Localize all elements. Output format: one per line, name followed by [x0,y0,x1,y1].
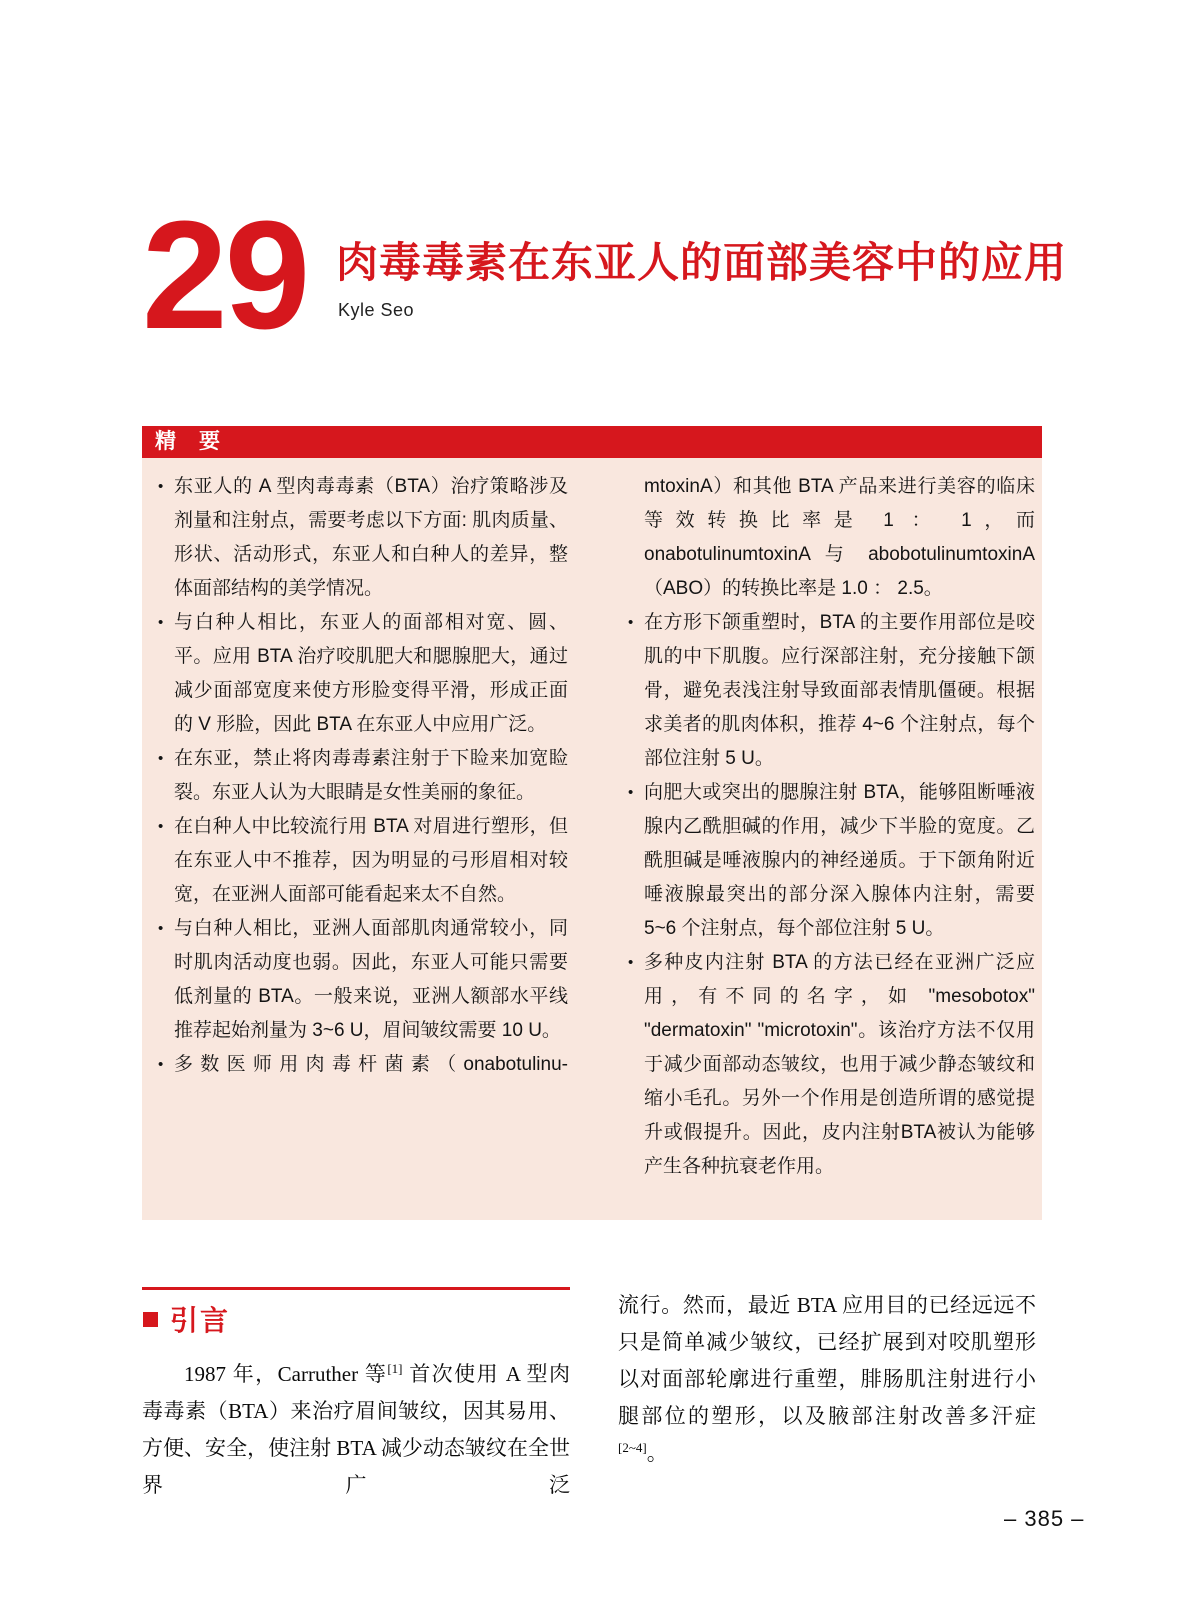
intro-paragraph-left [142,1356,570,1504]
page-number: – 385 – [1004,1506,1085,1531]
summary-banner-label: 精 要 [155,430,221,453]
summary-item-text: 在东亚，禁止将肉毒毒素注射于下睑来加宽睑裂。东亚人认为大眼睛是女性美丽的象征。 [174,748,568,803]
summary-item-text: 东亚人的 A 型肉毒毒素（BTA）治疗策略涉及剂量和注射点，需要考虑以下方面: 肌肉质量、形状、活动形式，东亚人和白种人的差异，整体面部结构的美学情况。 [174,476,568,599]
summary-item [628,606,1035,776]
summary-item-continuation: mtoxinA）和其他 BTA 产品来进行美容的临床等效转换比率是 1 ： 1，而 onabotulinumtoxinA 与 abobotulinumtoxinA（ABO）的转换比率是 1.0 ： 2.5。 [644,476,1035,599]
chapter-title: 肉毒毒素在东亚人的面部美容中的应用 [336,241,1068,287]
bullet-icon: • [158,1056,164,1073]
intro-paragraph-right [618,1287,1036,1472]
chapter-author: Kyle Seo [338,300,415,320]
section-title: 引言 [170,1305,231,1336]
summary-item-text: 与白种人相比，亚洲人面部肌肉通常较小，同时肌肉活动度也弱。因此，东亚人可能只需要低剂量的 BTA。一般来说，亚洲人额部水平线推荐起始剂量为 3~6 U，眉间皱纹需要 10 U。 [174,918,568,1041]
bullet-icon: • [158,478,164,495]
bullet-icon: • [158,614,164,631]
summary-column-right [628,470,1035,1204]
summary-item [158,1048,568,1082]
bullet-icon: • [628,954,634,971]
summary-item [628,776,1035,946]
summary-item [158,742,568,810]
summary-item [628,946,1035,1184]
summary-item-text: 在白种人中比较流行用 BTA 对眉进行塑形，但在东亚人中不推荐，因为明显的弓形眉相对较宽，在亚洲人面部可能看起来太不自然。 [174,816,568,905]
summary-box [142,458,1042,1220]
summary-item-text: 与白种人相比，东亚人的面部相对宽、圆、平。应用 BTA 治疗咬肌肥大和腮腺肥大，通过减少面部宽度来使方形脸变得平滑，形成正面的 V 形脸，因此 BTA 在东亚人中应用广泛。 [174,612,568,735]
paragraph-text: 。 [646,1441,668,1465]
summary-item-text: 多种皮内注射 BTA 的方法已经在亚洲广泛应用，有不同的名字，如 "mesobotox" "dermatoxin" "microtoxin"。该治疗方法不仅用于减少面部动态皱纹，也用于减少静态皱纹和缩小毛孔。另外一个作用是创造所谓的感觉提升或假提升。因此，皮内注射BTA被认为能够产生各种抗衰老作用。 [644,952,1035,1177]
paragraph-text: 首次使用 A 型肉毒毒素（BTA）来治疗眉间皱纹，因其易用、方便、安全，使注射 BTA 减少动态皱纹在全世界广泛 [142,1362,570,1497]
summary-item-text: 在方形下颌重塑时，BTA 的主要作用部位是咬肌的中下肌腹。应行深部注射，充分接触下颌骨，避免表浅注射导致面部表情肌僵硬。根据求美者的肌肉体积，推荐 4~6 个注射点，每个部位注射 5 U。 [644,612,1035,769]
summary-item [158,470,568,606]
paragraph-text: 流行。然而，最近 BTA 应用目的已经远远不只是简单减少皱纹，已经扩展到对咬肌塑形以对面部轮廓进行重塑，腓肠肌注射进行小腿部位的塑形，以及腋部注射改善多汗症 [618,1293,1036,1428]
bullet-icon: • [158,920,164,937]
chapter-number: 29 [142,189,308,361]
bullet-icon: • [628,784,634,801]
reference-mark: [1] [387,1361,403,1376]
summary-item [158,810,568,912]
bullet-icon: • [628,614,634,631]
summary-column-left [158,470,568,1204]
summary-item [158,912,568,1048]
section-divider-rule [142,1287,570,1290]
summary-banner [142,426,1042,458]
section-marker-icon [143,1312,158,1327]
bullet-icon: • [158,818,164,835]
section-heading [143,1299,230,1339]
reference-mark: [2~4] [618,1440,647,1455]
summary-item-text: 向肥大或突出的腮腺注射 BTA，能够阻断唾液腺内乙酰胆碱的作用，减少下半脸的宽度。乙酰胆碱是唾液腺内的神经递质。于下颌角附近唾液腺最突出的部分深入腺体内注射，需要 5~6 个注射点，每个部位注射 5 U。 [644,782,1035,939]
summary-item [158,606,568,742]
paragraph-text: 1987 年，Carruther 等 [184,1362,388,1386]
bullet-icon: • [158,750,164,767]
summary-item-text: 多数医师用肉毒杆菌素（onabotulinu- [174,1054,568,1075]
